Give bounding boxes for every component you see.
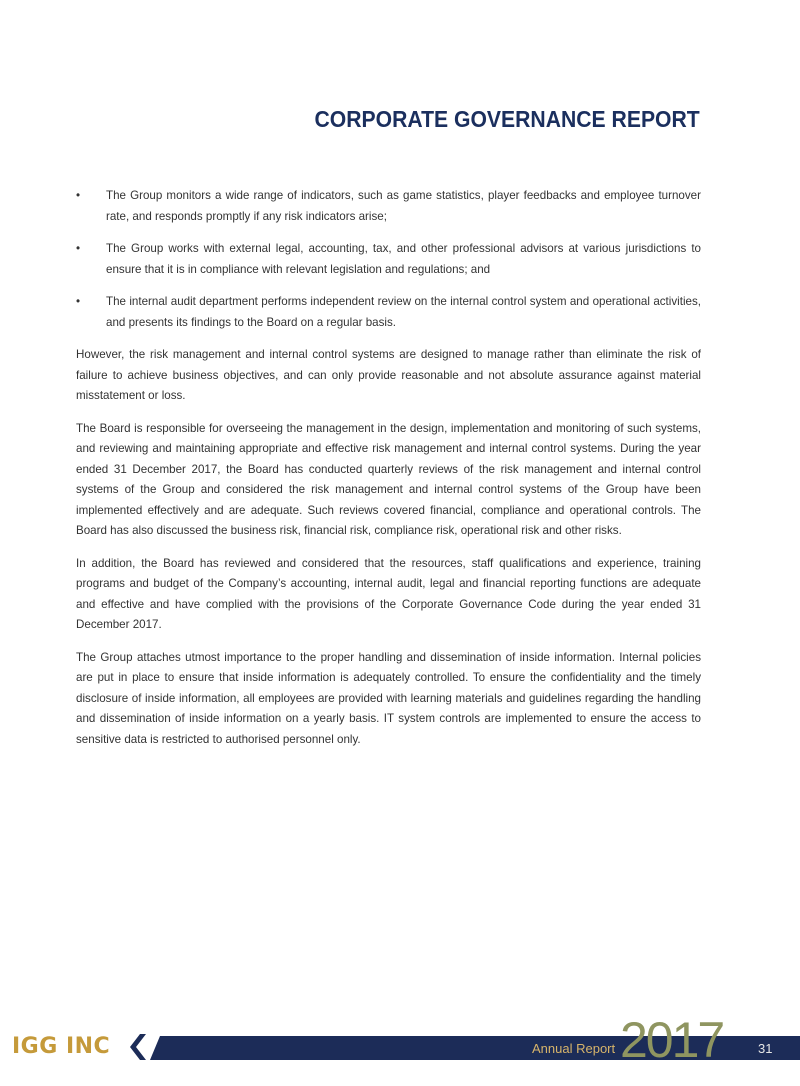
bullet-list bbox=[76, 186, 701, 333]
report-body bbox=[76, 186, 701, 762]
page-number: 31 bbox=[758, 1041, 773, 1056]
page-title: CORPORATE GOVERNANCE REPORT bbox=[314, 106, 700, 132]
bullet-icon: • bbox=[76, 242, 81, 255]
bullet-text: The Group works with external legal, accounting, tax, and other professional advisors at various jurisdictions to ensure that it is in compliance with relevant legislation and regulations; and bbox=[106, 242, 701, 276]
bullet-text: The internal audit department performs independent review on the internal control system and operational activities, and presents its findings to the Board on a regular basis. bbox=[106, 295, 701, 329]
report-year: 2017 bbox=[620, 1012, 724, 1068]
paragraph: However, the risk management and internal control systems are designed to manage rather than eliminate the risk of failure to achieve business objectives, and can only provide reasonable and not absolute assurance against material misstatement or loss. bbox=[76, 348, 701, 402]
bullet-icon: • bbox=[76, 295, 81, 308]
paragraph: The Group attaches utmost importance to the proper handling and dissemination of inside information. Internal policies are put in place to ensure that inside information is adequately controlled. To ensure the confidentiality and the timely disclosure of inside information, all employees are provided with learning materials and guidelines regarding the handling and dissemination of inside information on a yearly basis. IT system controls are implemented to ensure the access to sensitive data is restricted to authorised personnel only. bbox=[76, 650, 701, 746]
paragraph: In addition, the Board has reviewed and considered that the resources, staff qualifications and experience, training programs and budget of the Company’s accounting, internal audit, legal and financial reporting functions are adequate and effective and have complied with the provisions of the Corporate Governance Code during the year ended 31 December 2017. bbox=[76, 556, 701, 631]
list-item bbox=[76, 239, 701, 280]
list-item bbox=[76, 186, 701, 227]
brand-logo: IGG INC bbox=[12, 1034, 111, 1059]
page-footer bbox=[0, 1012, 800, 1070]
bullet-text: The Group monitors a wide range of indicators, such as game statistics, player feedbacks and employee turnover rate, and responds promptly if any risk indicators arise; bbox=[106, 189, 701, 223]
paragraph: The Board is responsible for overseeing the management in the design, implementation and monitoring of such systems, and reviewing and maintaining appropriate and effective risk management and internal control systems. During the year ended 31 December 2017, the Board has conducted quarterly reviews of the risk management and internal control systems of the Group and considered the risk management and internal control systems of the Group have been implemented effectively and are adequate. Such reviews covered financial, compliance and operational controls. The Board has also discussed the business risk, financial risk, compliance risk, operational risk and other risks. bbox=[76, 421, 701, 537]
list-item bbox=[76, 292, 701, 333]
bullet-icon: • bbox=[76, 189, 81, 202]
annual-report-label: Annual Report bbox=[532, 1041, 616, 1056]
